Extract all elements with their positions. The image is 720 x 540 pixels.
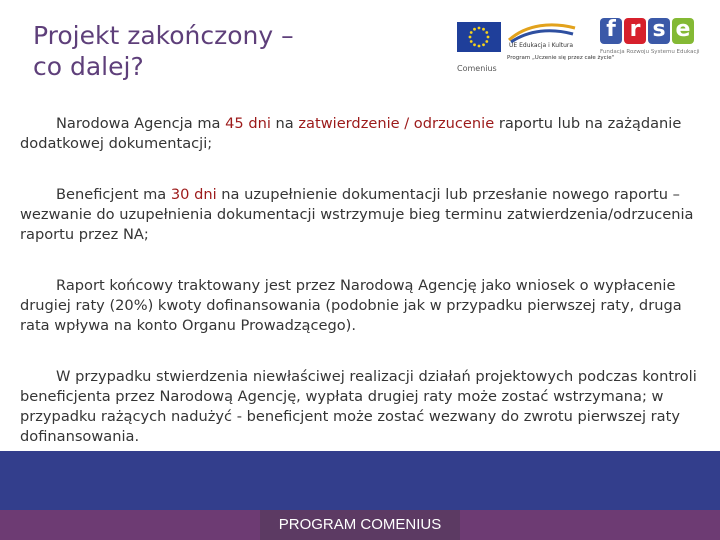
paragraph-irregularities: W przypadku stwierdzenia niewłaściwej realizacji działań projektowych podczas kontroli beneficjenta przez Narodową Agencję, wypłata drugiej raty może zostać wstrzymana; w przypadku rażących nadużyć - beneficjent może zostać wezwany do zwrotu pierwszej raty dofinansowania. [20,368,697,445]
eu-program-line: UE Edukacja i Kultura [509,42,574,49]
frse-letter-r: r [624,18,646,44]
slide-body [20,114,706,478]
paragraph-beneficiary-deadline [20,185,706,245]
slide-title-line-2: co dalej? [33,52,144,81]
eu-flag-icon [457,22,501,52]
footer-band [0,451,720,510]
slide-title-line-1: Projekt zakończony – [33,21,294,50]
frse-letter-s: s [648,18,670,44]
paragraph-nа-review-deadline [20,114,706,154]
p2-text-2: na uzupełnienie dokumentacji lub przesłanie nowego raportu – wezwanie do uzupełnienia dokumentacji wstrzymuje bieg terminu zatwierdzenia/odrzucenia raportu przez NA; [20,186,694,243]
eu-lifelong-learning-logo [455,20,615,78]
eu-program-slogan: Program „Uczenie się przez całe życie" [507,55,615,61]
p2-text-1: Beneficjent ma [56,186,171,203]
p1-text-2: na [270,115,299,132]
p2-highlight-days: 30 dni [170,186,217,203]
frse-letter-e: e [672,18,694,44]
p1-text-3: raportu lub na zażądanie dodatkowej dokumentacji; [20,115,682,152]
footer-program-label: PROGRAM COMENIUS [260,510,460,540]
frse-letter-f: f [600,18,622,44]
frse-subtitle: Fundacja Rozwoju Systemu Edukacji [600,49,700,55]
p1-text-1: Narodowa Agencja ma [56,115,226,132]
p1-highlight-decision: zatwierdzenie / odrzucenie [298,115,495,132]
paragraph-final-report: Raport końcowy traktowany jest przez Narodową Agencję jako wniosek o wypłacenie drugiej raty (20%) kwoty dofinansowania (podobnie jak w przypadku pierwszej raty, druga rata wpływa na konto Organu Prowadzącego). [20,277,682,334]
slide-title [33,20,333,82]
eu-comenius-label: Comenius [457,64,497,73]
p1-highlight-days: 45 dni [225,115,271,132]
frse-logo [600,18,700,62]
